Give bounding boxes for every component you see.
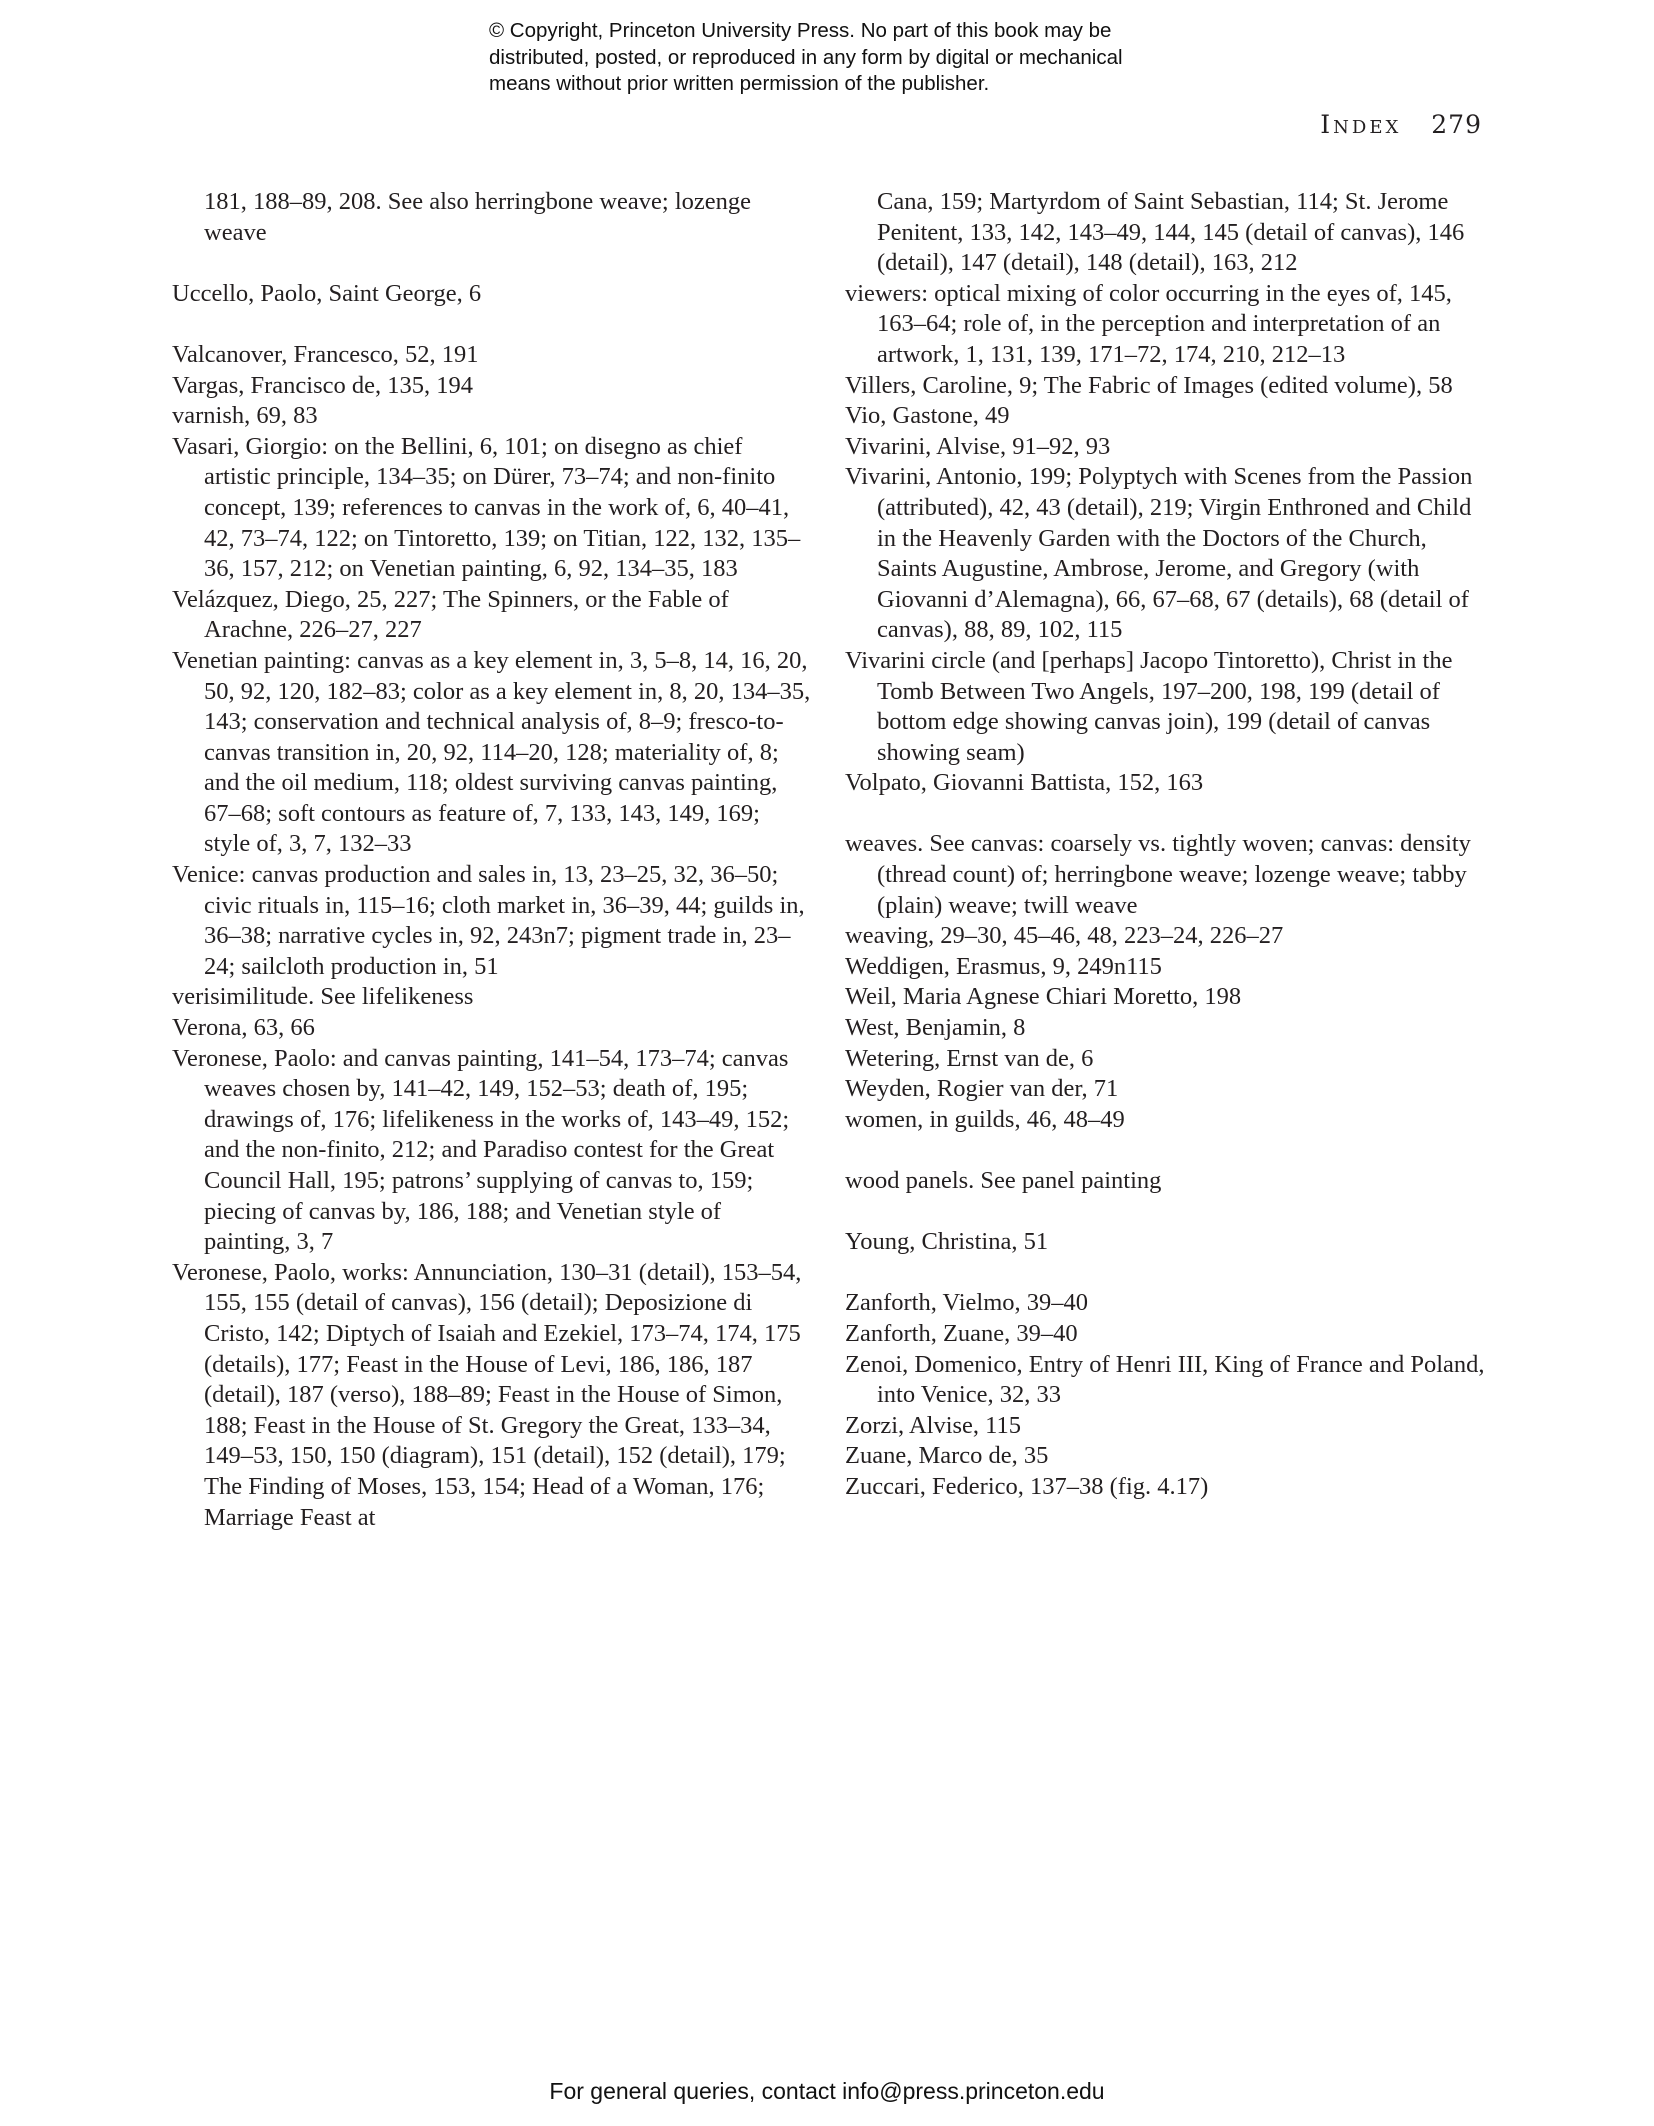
index-entry: Wetering, Ernst van de, 6 [845, 1044, 1094, 1072]
index-entry: West, Benjamin, 8 [845, 1014, 1026, 1042]
index-entry: Villers, Caroline, 9; The Fabric of Images (edited volume), 58 [845, 371, 1453, 399]
index-entry: Zorzi, Alvise, 115 [845, 1411, 1022, 1439]
page-number: 279 [1431, 110, 1482, 139]
index-entry: Zuane, Marco de, 35 [845, 1442, 1049, 1470]
index-entry: Venetian painting: canvas as a key element in, 3, 5–8, 14, 16, 20, 50, 92, 120, 182–83; color as a key element in, 8, 20, 134–35, 143; conservation and technical analysis of, 8–9; fresco-to-canvas transition in, 20, 92, 114–20, 128; materiality of, 8; and the oil medium, 118; oldest surviving canvas painting, 67–68; soft contours as feature of, 7, 133, 143, 149, 169; style of, 3, 7, 132–33 [172, 646, 811, 858]
copyright-line: © Copyright, Princeton University Press. No part of this book may be [489, 19, 1112, 42]
index-entry: Veronese, Paolo, works: Annunciation, 130–31 (detail), 153–54, 155, 155 (detail of canvas), 156 (detail); Deposizione di Cristo, 142; Diptych of Isaiah and Ezekiel, 173–74, 174, 175 (details), 177; Feast in the House of Levi, 186, 186, 187 (detail), 187 (verso), 188–89; Feast in the House of Simon, 188; Feast in the House of St. Gregory the Great, 133–34, 149–53, 150, 150 (diagram), 151 (detail), 152 (detail), 179; The Finding of Moses, 153, 154; Head of a Woman, 176; Marriage Feast at [172, 1258, 802, 1531]
index-entry-continuation: 181, 188–89, 208. See also herringbone weave; lozenge weave [204, 188, 752, 246]
copyright-line: means without prior written permission of the publisher. [489, 72, 990, 95]
index-entry: Uccello, Paolo, Saint George, 6 [172, 279, 482, 307]
index-entry: Venice: canvas production and sales in, 13, 23–25, 32, 36–50; civic rituals in, 115–16; cloth market in, 36–39, 44; guilds in, 36–38; narrative cycles in, 92, 243n7; pigment trade in, 23–24; sailcloth production in, 51 [172, 861, 805, 980]
copyright-line: distributed, posted, or reproduced in any form by digital or mechanical [489, 45, 1123, 69]
index-entry: Veronese, Paolo: and canvas painting, 141–54, 173–74; canvas weaves chosen by, 141–42, 149, 152–53; death of, 195; drawings of, 176; lifelikeness in the works of, 143–49, 152; and the non-finito, 212; and Paradiso contest for the Great Council Hall, 195; patrons’ supplying of canvas to, 159; piecing of canvas by, 186, 188; and Venetian style of painting, 3, 7 [172, 1044, 790, 1256]
index-entry: Vivarini circle (and [perhaps] Jacopo Tintoretto), Christ in the Tomb Between Two Angels, 197–200, 198, 199 (detail of bottom edge showing canvas join), 199 (detail of canvas showing seam) [845, 646, 1453, 766]
index-entry: Zenoi, Domenico, Entry of Henri III, King of France and Poland, into Venice, 32, 33 [845, 1350, 1485, 1409]
index-column-left [172, 187, 812, 1533]
index-entry: Vivarini, Antonio, 199; Polyptych with Scenes from the Passion (attributed), 42, 43 (detail), 219; Virgin Enthroned and Child in the Heavenly Garden with the Doctors of the Church, Saints Augustine, Ambrose, Jerome, and Gregory (with Giovanni d’Alemagna), 66, 67–68, 67 (details), 68 (detail of canvas), 88, 89, 102, 115 [845, 463, 1473, 644]
index-entry: Young, Christina, 51 [845, 1228, 1049, 1256]
index-entry: Weil, Maria Agnese Chiari Moretto, 198 [845, 983, 1242, 1011]
index-entry: Vivarini, Alvise, 91–92, 93 [845, 432, 1111, 460]
index-entry: varnish, 69, 83 [172, 402, 318, 430]
index-entry: Weddigen, Erasmus, 9, 249n115 [845, 952, 1162, 980]
index-entry: Vargas, Francisco de, 135, 194 [172, 371, 473, 399]
index-entry: weaving, 29–30, 45–46, 48, 223–24, 226–27 [845, 922, 1284, 950]
index-entry: Verona, 63, 66 [172, 1014, 315, 1042]
index-entry: verisimilitude. See lifelikeness [172, 983, 474, 1011]
index-entry: Zanforth, Vielmo, 39–40 [845, 1289, 1089, 1317]
index-entry: Vasari, Giorgio: on the Bellini, 6, 101; on disegno as chief artistic principle, 134–35; on Dürer, 73–74; and non-finito concept, 139; references to canvas in the work of, 6, 40–41, 42, 73–74, 122; on Tintoretto, 139; on Titian, 122, 132, 135–36, 157, 212; on Venetian painting, 6, 92, 134–35, 183 [172, 432, 801, 583]
footer-contact: For general queries, contact info@press.princeton.edu [549, 2078, 1105, 2104]
index-entry-continuation: Cana, 159; Martyrdom of Saint Sebastian, 114; St. Jerome Penitent, 133, 142, 143–49, 144, 145 (detail of canvas), 146 (detail), 147 (detail), 148 (detail), 163, 212 [877, 188, 1465, 277]
index-entry: Velázquez, Diego, 25, 227; The Spinners, or the Fable of Arachne, 226–27, 227 [172, 585, 729, 644]
index-entry: Valcanover, Francesco, 52, 191 [172, 340, 479, 368]
index-entry: Weyden, Rogier van der, 71 [845, 1075, 1119, 1103]
index-entry: Vio, Gastone, 49 [845, 402, 1010, 430]
running-head-label: Index [1320, 110, 1402, 139]
index-entry: viewers: optical mixing of color occurring in the eyes of, 145, 163–64; role of, in the perception and interpretation of an artwork, 1, 131, 139, 171–72, 174, 210, 212–13 [845, 279, 1452, 368]
index-entry: wood panels. See panel painting [845, 1167, 1162, 1194]
index-column-right [845, 187, 1485, 1503]
index-entry: Volpato, Giovanni Battista, 152, 163 [845, 769, 1204, 797]
copyright-notice [489, 18, 1209, 98]
index-entry: Zanforth, Zuane, 39–40 [845, 1319, 1078, 1347]
running-head [1320, 110, 1482, 139]
index-entry: weaves. See canvas: coarsely vs. tightly woven; canvas: density (thread count) of; herringbone weave; lozenge weave; tabby (plain) weave; twill weave [845, 830, 1471, 919]
index-entry: women, in guilds, 46, 48–49 [845, 1105, 1125, 1133]
index-entry: Zuccari, Federico, 137–38 (fig. 4.17) [845, 1472, 1209, 1500]
